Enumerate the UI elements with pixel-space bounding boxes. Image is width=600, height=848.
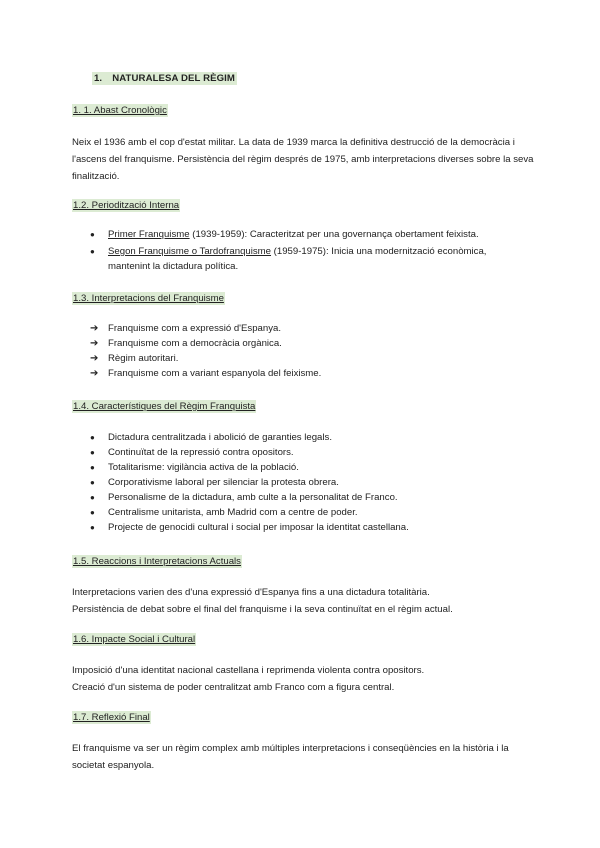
section-line-1-5-a: Interpretacions varien des d'una expressió d'Espanya fins a una dictadura totalitària. xyxy=(72,587,430,598)
bullet-icon: ● xyxy=(90,230,95,239)
bullet-icon: ● xyxy=(90,433,95,442)
section-heading-1-7: 1.7. Reflexió Final xyxy=(73,712,150,723)
list-item-text: Totalitarisme: vigilància activa de la població. xyxy=(108,462,299,473)
list-item-text: Franquisme com a democràcia orgànica. xyxy=(108,338,282,349)
list-item-text: Franquisme com a variant espanyola del feixisme. xyxy=(108,368,322,379)
section-line-1-6-a: Imposició d'una identitat nacional castellana i reprimenda violenta contra opositors. xyxy=(72,665,425,676)
list-item-text: Dictadura centralitzada i abolició de garanties legals. xyxy=(108,432,332,443)
bullet-icon: ● xyxy=(90,448,95,457)
section-heading-1-1: 1. 1. Abast Cronològic xyxy=(73,105,167,116)
bullet-icon: ● xyxy=(90,508,95,517)
list-item xyxy=(90,460,409,475)
list-item-text: Corporativisme laboral per silenciar la protesta obrera. xyxy=(108,477,339,488)
list-item-text: Personalisme de la dictadura, amb culte a la personalitat de Franco. xyxy=(108,492,398,503)
section-heading-1-3: 1.3. Interpretacions del Franquisme xyxy=(73,293,224,304)
interpretations-list xyxy=(90,321,321,381)
section-line-1-5-b: Persistència de debat sobre el final del franquisme i la seva continuïtat en el règim actual. xyxy=(72,604,453,615)
list-item xyxy=(90,321,321,336)
period-description: (1959-1975): Inicia una modernització econòmica, mantenint la dictadura política. xyxy=(108,246,487,272)
arrow-icon: ➔ xyxy=(90,368,99,379)
list-item xyxy=(90,490,409,505)
list-item xyxy=(90,244,528,274)
section-heading-1-5: 1.5. Reaccions i Interpretacions Actuals xyxy=(73,556,241,567)
list-item xyxy=(90,351,321,366)
section-paragraph-1-7: El franquisme va ser un règim complex amb múltiples interpretacions i conseqüències en la història i la societat espanyola. xyxy=(72,743,509,771)
section-heading-1-4: 1.4. Característiques del Règim Franquista xyxy=(73,401,256,412)
bullet-icon: ● xyxy=(90,523,95,532)
list-item-text: Centralisme unitarista, amb Madrid com a centre de poder. xyxy=(108,507,358,518)
title-number: 1. xyxy=(94,73,103,84)
list-item xyxy=(90,227,528,242)
arrow-icon: ➔ xyxy=(90,353,99,364)
arrow-icon: ➔ xyxy=(90,338,99,349)
list-item xyxy=(90,505,409,520)
list-item xyxy=(90,430,409,445)
periodization-list xyxy=(90,227,528,274)
period-description: (1939-1959): Caracteritzat per una governança obertament feixista. xyxy=(189,229,479,240)
section-line-1-6-b: Creació d'un sistema de poder centralitzat amb Franco com a figura central. xyxy=(72,682,395,693)
section-heading-1-2: 1.2. Periodització Interna xyxy=(73,200,180,211)
list-item xyxy=(90,475,409,490)
section-paragraph-1-1: Neix el 1936 amb el cop d'estat militar. La data de 1939 marca la definitiva destrucció de la democràcia i l'ascens del franquisme. Persistència del règim després de 1975, amb interpretacions diverses sobre la seva finalització. xyxy=(72,137,534,182)
bullet-icon: ● xyxy=(90,463,95,472)
list-item xyxy=(90,445,409,460)
list-item xyxy=(90,520,409,535)
list-item-text: Règim autoritari. xyxy=(108,353,179,364)
bullet-icon: ● xyxy=(90,247,95,256)
arrow-icon: ➔ xyxy=(90,323,99,334)
document-title xyxy=(92,72,237,85)
list-item xyxy=(90,336,321,351)
period-term: Primer Franquisme xyxy=(108,229,190,240)
list-item-text: Continuïtat de la repressió contra opositors. xyxy=(108,447,294,458)
section-heading-1-6: 1.6. Impacte Social i Cultural xyxy=(73,634,196,645)
list-item xyxy=(90,366,321,381)
bullet-icon: ● xyxy=(90,493,95,502)
period-term: Segon Franquisme o Tardofranquisme xyxy=(108,246,272,257)
bullet-icon: ● xyxy=(90,478,95,487)
title-text: NATURALESA DEL RÈGIM xyxy=(112,73,236,84)
list-item-text: Franquisme com a expressió d'Espanya. xyxy=(108,323,282,334)
list-item-text: Projecte de genocidi cultural i social per imposar la identitat castellana. xyxy=(108,522,409,533)
characteristics-list xyxy=(90,430,409,535)
